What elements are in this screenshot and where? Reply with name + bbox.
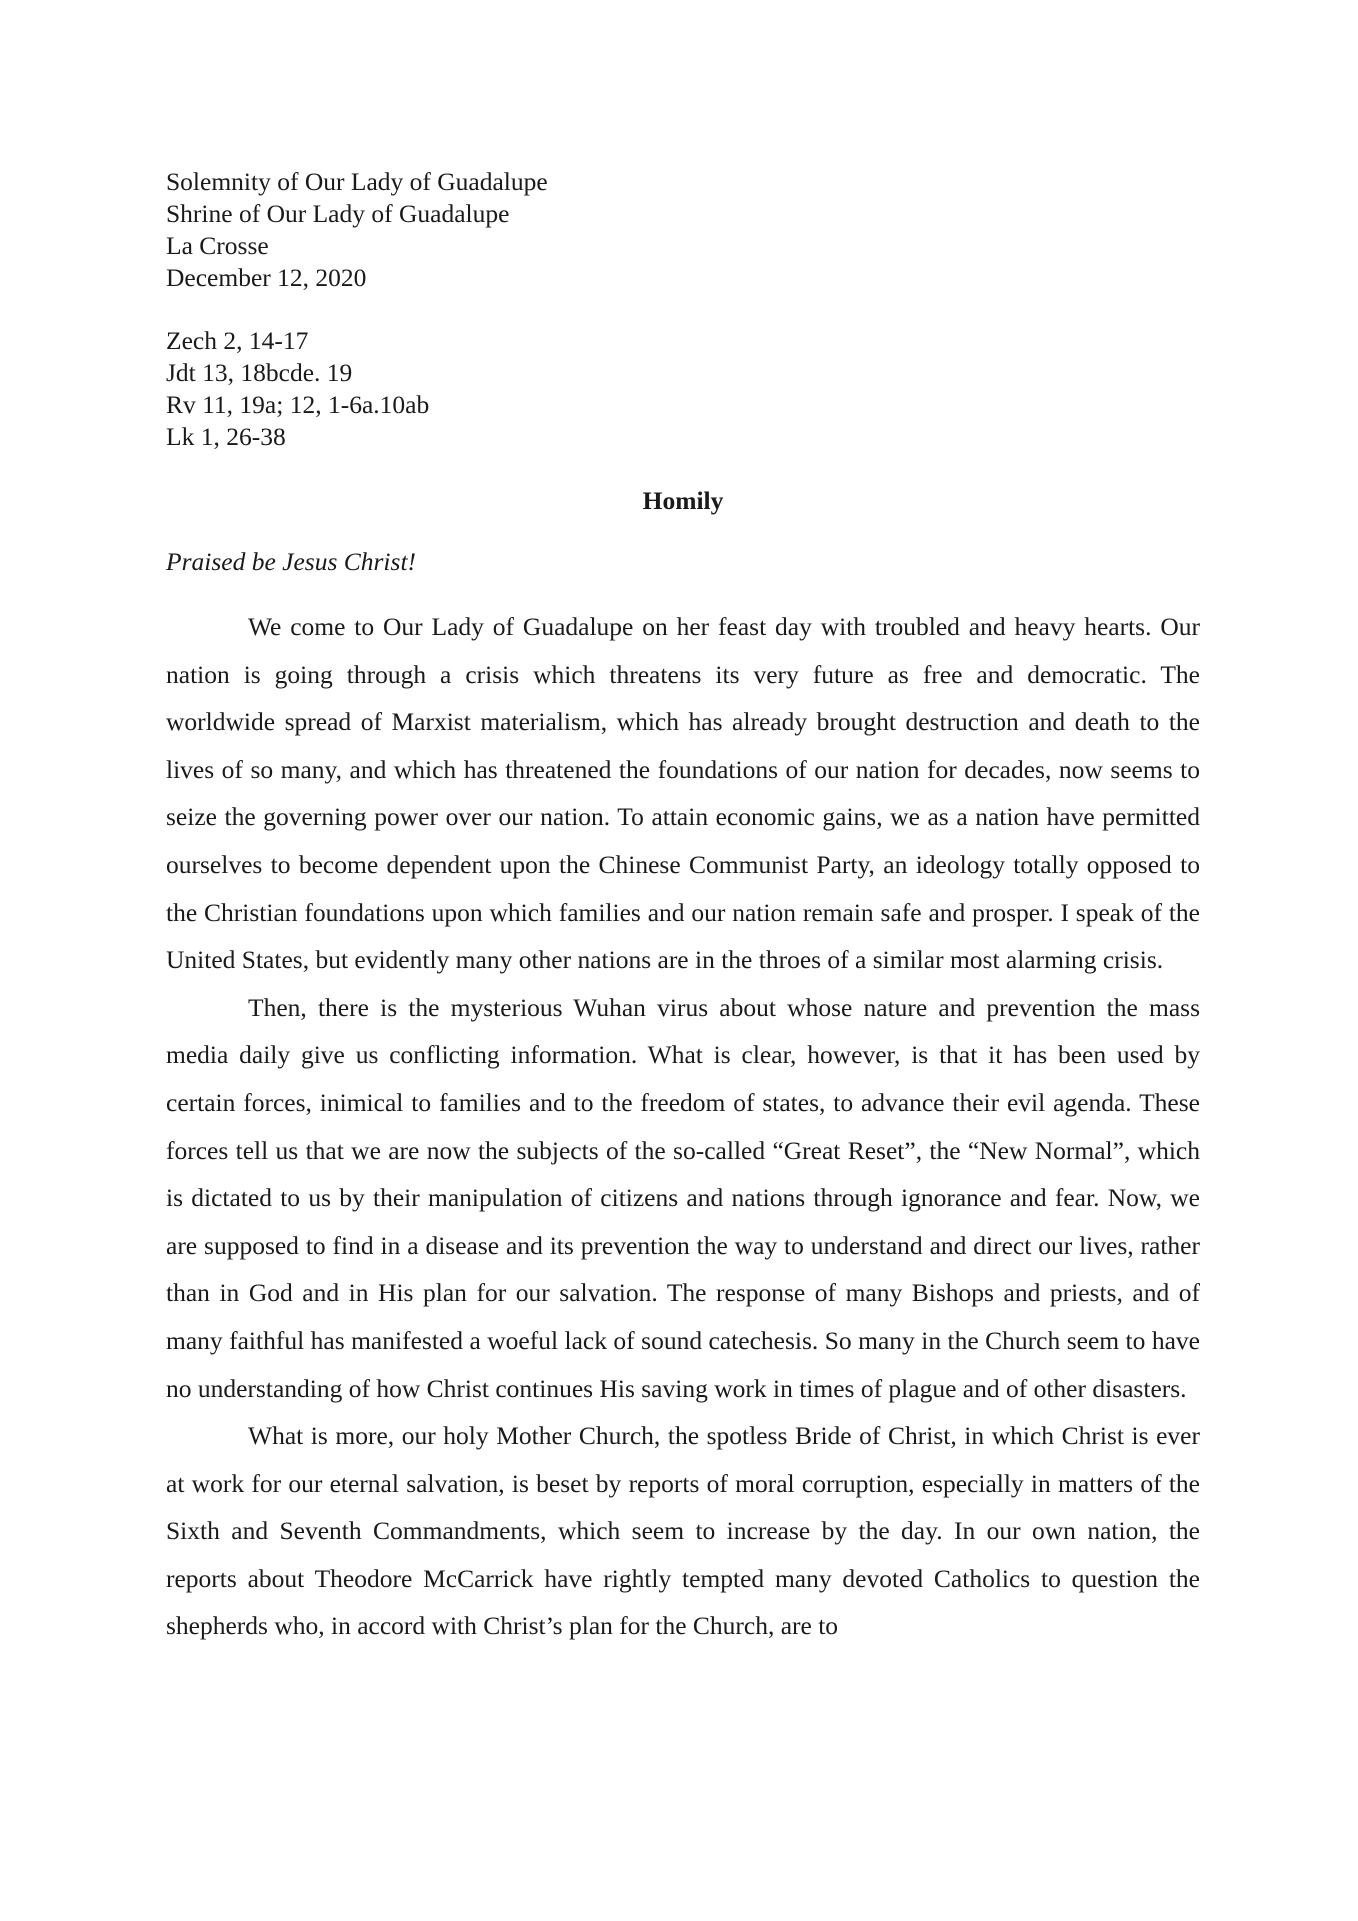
body-paragraph: What is more, our holy Mother Church, the spotless Bride of Christ, in which Christ is ever at work for our eternal salvation, is beset by reports of moral corruption, especially in matters of the Sixth and Seventh Commandments, which seem to increase by the day. In our own nation, the reports about Theodore McCarrick have rightly tempted many devoted Catholics to question the shepherds who, in accord with Christ’s plan for the Church, are to <box>166 1421 1200 1641</box>
reading-item: Zech 2, 14-17 <box>166 326 309 355</box>
homily-title: Homily <box>642 486 724 515</box>
occasion-line: Solemnity of Our Lady of Guadalupe <box>166 167 548 196</box>
homily-body <box>166 603 1200 1650</box>
salutation: Praised be Jesus Christ! <box>166 547 417 576</box>
date-line: December 12, 2020 <box>166 263 367 292</box>
city-line: La Crosse <box>166 231 269 260</box>
body-paragraph: Then, there is the mysterious Wuhan virus about whose nature and prevention the mass media daily give us conflicting information. What is clear, however, is that it has been used by certain forces, inimical to families and to the freedom of states, to advance their evil agenda. These forces tell us that we are now the subjects of the so-called “Great Reset”, the “New Normal”, which is dictated to us by their manipulation of citizens and nations through ignorance and fear. Now, we are supposed to find in a disease and its prevention the way to understand and direct our lives, rather than in God and in His plan for our salvation. The response of many Bishops and priests, and of many faithful has manifested a woeful lack of sound catechesis. So many in the Church seem to have no understanding of how Christ continues His saving work in times of plague and of other disasters. <box>166 992 1200 1403</box>
reading-item: Lk 1, 26-38 <box>166 422 286 451</box>
document-page <box>166 166 1200 1641</box>
document-header <box>166 166 1200 453</box>
readings-list <box>166 325 1200 453</box>
body-paragraph: We come to Our Lady of Guadalupe on her feast day with troubled and heavy hearts. Our nation is going through a crisis which threatens its very future as free and democratic. The worldwide spread of Marxist materialism, which has already brought destruction and death to the lives of so many, and which has threatened the foundations of our nation for decades, now seems to seize the governing power over our nation. To attain economic gains, we as a nation have permitted ourselves to become dependent upon the Chinese Communist Party, an ideology totally opposed to the Christian foundations upon which families and our nation remain safe and prosper. I speak of the United States, but evidently many other nations are in the throes of a similar most alarming crisis. <box>166 612 1200 975</box>
location-line: Shrine of Our Lady of Guadalupe <box>166 199 510 228</box>
reading-item: Rv 11, 19a; 12, 1-6a.10ab <box>166 390 430 419</box>
reading-item: Jdt 13, 18bcde. 19 <box>166 358 353 387</box>
